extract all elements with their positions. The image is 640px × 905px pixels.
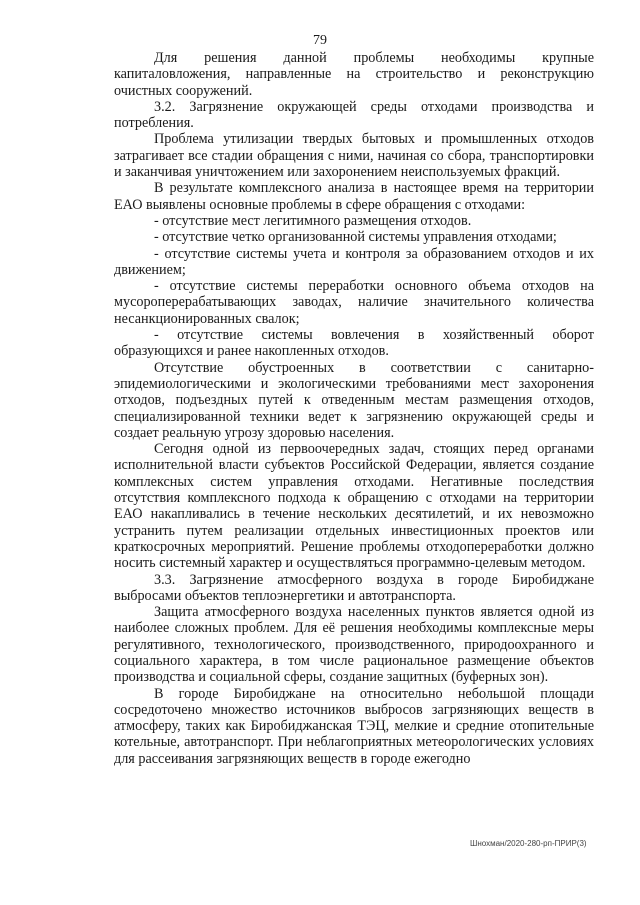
paragraph: В результате комплексного анализа в настоящее время на территории ЕАО выявлены основные проблемы в сфере обращения с отходами: [114,180,594,213]
document-body [114,50,594,767]
list-item: - отсутствие четко организованной системы управления отходами; [154,229,557,246]
paragraph: Сегодня одной из первоочередных задач, стоящих перед органами исполнительной власти субъектов Российской Федерации, является создание комплексных систем управления отходами. Негативные последствия отсутствия комплексного подхода к обращению с отходами на территории ЕАО накапливались в течение нескольких десятилетий, и их невозможно устранить путем реализации отдельных инвестиционных проектов или краткосрочных мероприятий. Решение проблемы отходопереработки должно носить системный характер и осуществляться программно-целевым методом. [114,441,594,572]
list-item: - отсутствие системы переработки основного объема отходов на мусороперерабатывающих заводах, наличие значительного количества несанкционированных свалок; [114,278,594,327]
paragraph: Отсутствие обустроенных в соответствии с санитарно-эпидемиологическими и экологическими требованиями мест захоронения отходов, подъездных путей к отведенным местам размещения отходов, специализированной техники ведет к загрязнению окружающей среды и создает реальную угрозу здоровью населения. [114,359,594,441]
page-number: 79 [313,33,327,48]
list-item: - отсутствие системы учета и контроля за образованием отходов и их движением; [114,245,594,278]
paragraph: В городе Биробиджане на относительно небольшой площади сосредоточено множество источников выбросов загрязняющих веществ в атмосферу, таких как Биробиджанская ТЭЦ, мелкие и средние отопительные котельные, автотранспорт. При неблагоприятных метеорологических условиях для рассеивания загрязняющих веществ в городе ежегодно [114,685,594,767]
list-item: - отсутствие системы вовлечения в хозяйственный оборот образующихся и ранее накопленных отходов. [114,327,594,360]
paragraph: Защита атмосферного воздуха населенных пунктов является одной из наиболее сложных проблем. Для её решения необходимы комплексные меры регулятивного, технологического, производственного, природоохранного и социального характера, в том числе рациональное размещение объектов производства и социальной сферы, создание защитных (буферных зон). [114,604,594,686]
section-heading: 3.2. Загрязнение окружающей среды отходами производства и потребления. [114,98,594,132]
paragraph: Для решения данной проблемы необходимы крупные капиталовложения, направленные на строительство и реконструкцию очистных сооружений. [114,50,594,99]
list-item: - отсутствие мест легитимного размещения отходов. [154,212,472,229]
paragraph: Проблема утилизации твердых бытовых и промышленных отходов затрагивает все стадии обращения с ними, начиная со сбора, транспортировки и заканчивая уничтожением или захоронением неиспользуемых фракций. [114,131,594,181]
section-heading: 3.3. Загрязнение атмосферного воздуха в городе Биробиджане выбросами объектов теплоэнергетики и автотранспорта. [114,571,594,604]
document-footer-code: Шнохман/2020-280-рп-ПРИР(3) [470,839,587,848]
